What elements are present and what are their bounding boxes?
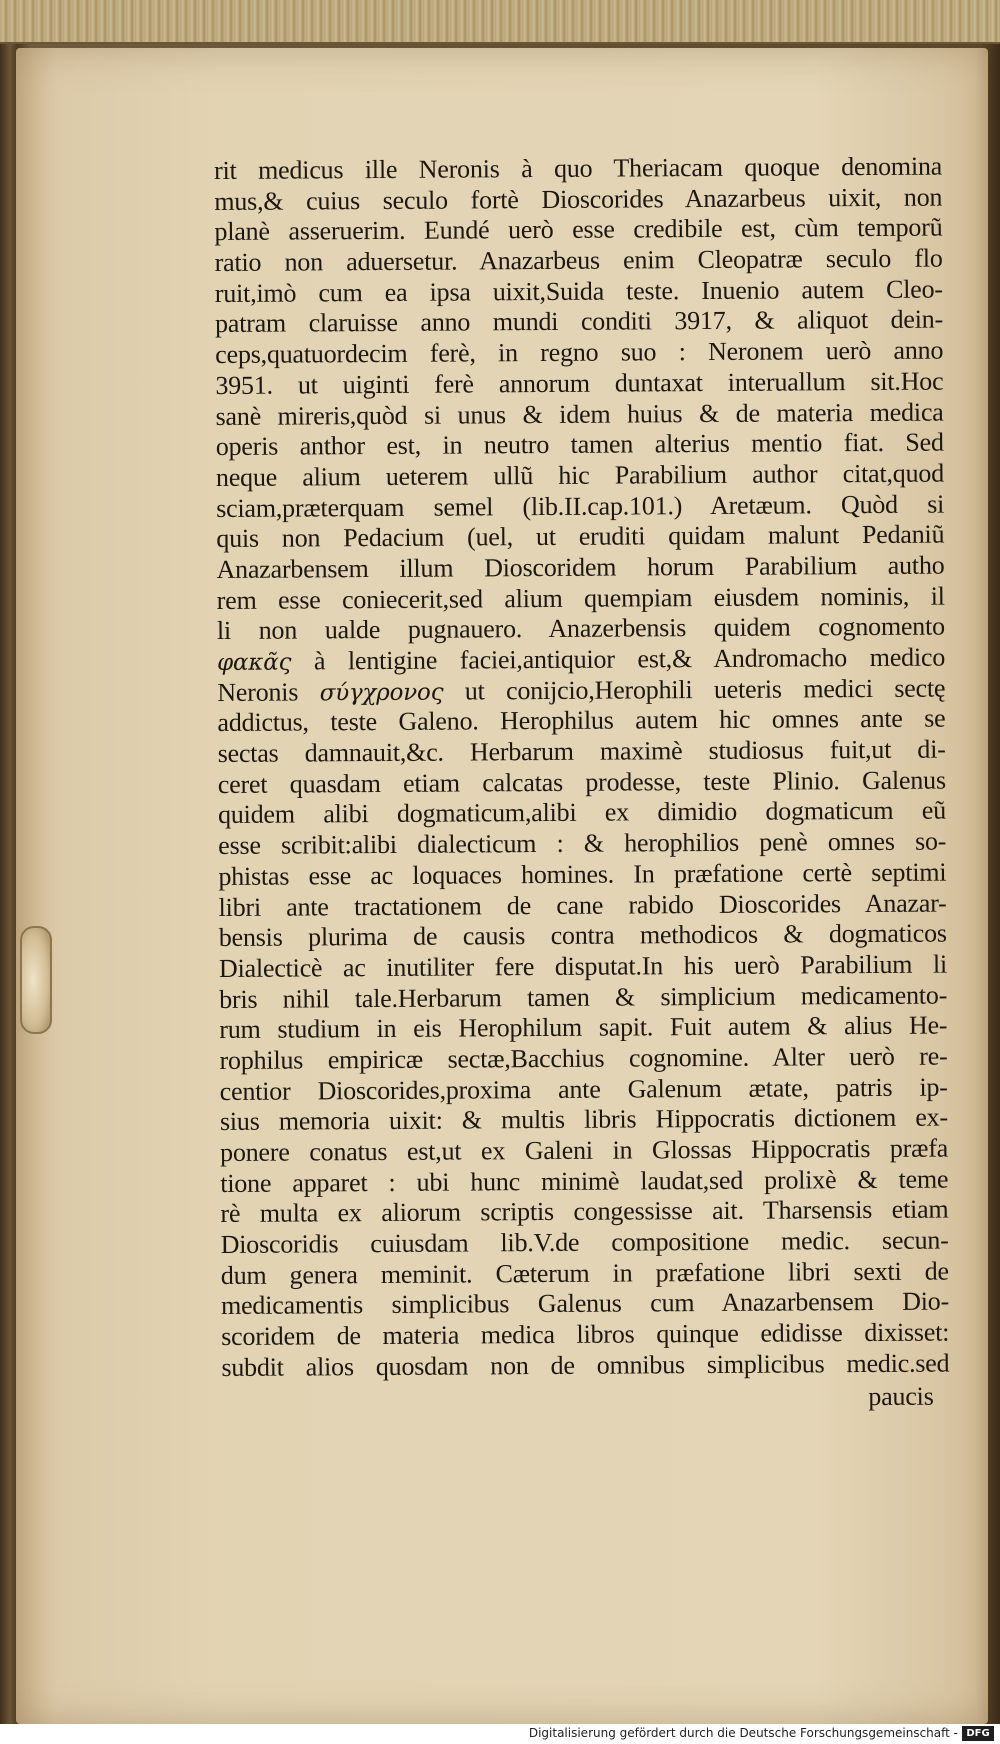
text-line: rit medicus ille Neronis à quo Theriacam quoque denomina xyxy=(214,151,943,185)
text-line: ceret quasdam etiam calcatas prodesse, teste Plinio. Galenus xyxy=(217,765,946,799)
text-line: ceps,quatuordecim ferè, in regno suo : Neronem uerò anno xyxy=(215,335,944,370)
book-binding-edge xyxy=(0,0,1000,44)
text-line: ratio non aduersetur. Anazarbeus enim Cleopatræ seculo flo xyxy=(214,243,943,278)
body-text xyxy=(214,152,950,1417)
text-line: dum genera meminit. Cæterum in præfatione libri sexti de xyxy=(220,1256,949,1290)
text-segment: ut conijcio,Herophili ueteris medici sectę xyxy=(443,673,946,706)
text-line: mus,& cuius seculo fortè Dioscorides Anazarbeus uixit, non xyxy=(214,182,943,216)
text-line: scoridem de materia medica libros quinque edidisse dixisset: xyxy=(221,1317,950,1352)
text-line: subdit alios quosdam non de omnibus simplicibus medic.sed xyxy=(221,1348,950,1382)
text-line: sius memoria uixit: & multis libris Hippocratis dictionem ex- xyxy=(219,1102,948,1137)
text-line: bris nihil tale.Herbarum tamen & simplicium medicamento- xyxy=(219,980,948,1014)
text-line: Dialecticè ac inutiliter fere disputat.In his uerò Parabilium li xyxy=(218,949,948,983)
text-line: quis non Pedacium (uel, ut eruditi quidam malunt Pedaniũ xyxy=(216,519,945,554)
text-line: rè multa ex aliorum scriptis congessisse ait. Tharsensis etiam xyxy=(220,1194,949,1229)
dfg-logo: DFG xyxy=(962,1726,994,1741)
text-line: 3951. ut uiginti ferè annorum duntaxat interuallum sit.Hoc xyxy=(215,366,944,400)
text-line: phistas esse ac loquaces homines. In præfatione certè septimi xyxy=(218,857,947,891)
text-segment: à lentigine faciei,antiquior est,& Andromacho medico xyxy=(291,642,946,676)
text-line: rophilus empiricæ sectæ,Bacchius cognomine. Alter uerò re- xyxy=(219,1041,948,1075)
text-line: Anazarbensem illum Dioscoridem horum Parabilium autho xyxy=(216,550,945,584)
text-line: quidem alibi dogmaticum,alibi ex dimidio dogmaticum eũ xyxy=(217,795,947,830)
text-line-with-greek xyxy=(217,673,945,708)
text-line: rem esse coniecerit,sed alium quempiam eiusdem nominis, il xyxy=(216,581,945,615)
text-line: li non ualde pugnauero. Anazerbensis quidem cognomento xyxy=(216,611,945,646)
text-line: sanè mireris,quòd si unus & idem huius & de materia medica xyxy=(215,397,944,431)
text-line: Dioscoridis cuiusdam lib.V.de compositione medic. secun- xyxy=(220,1225,949,1260)
text-line: bensis plurima de causis contra methodicos & dogmaticos xyxy=(218,918,947,953)
text-line: medicamentis simplicibus Galenus cum Anazarbensem Dio- xyxy=(220,1286,950,1321)
text-line: operis anthor est, in neutro tamen alterius mentio fiat. Sed xyxy=(215,427,944,462)
text-line: planè asseruerim. Eundé uerò esse credibile est, cùm temporũ xyxy=(214,212,943,247)
text-line: libri ante tractationem de cane rabido Dioscorides Anazar- xyxy=(218,888,947,922)
text-line: patram claruisse anno mundi conditi 3917, & aliquot dein- xyxy=(214,304,944,339)
text-line: sectas damnauit,&c. Herbarum maximè studiosus fuit,ut di- xyxy=(217,734,946,769)
text-line: tione apparet : ubi hunc minimè laudat,sed prolixè & teme xyxy=(220,1164,949,1198)
text-line: centior Dioscorides,proxima ante Galenum ætate, patris ip- xyxy=(219,1072,948,1106)
text-segment: Neronis xyxy=(217,677,320,707)
funding-credit: Digitalisierung gefördert durch die Deutsche Forschungsgemeinschaft - xyxy=(528,1726,958,1740)
text-line-with-greek xyxy=(217,643,945,678)
greek-word: φακᾶς xyxy=(217,649,292,676)
text-line: ruit,imò cum ea ipsa uixit,Suida teste. Inuenio autem Cleo- xyxy=(214,274,943,308)
greek-word: σύγχρονος xyxy=(319,679,444,707)
digitization-footer xyxy=(0,1724,1000,1744)
catchword: paucis xyxy=(868,1381,934,1411)
text-line: rum studium in eis Herophilum sapit. Fuit autem & alius He- xyxy=(219,1010,948,1045)
text-line: ponere conatus est,ut ex Galeni in Glossas Hippocratis præfa xyxy=(219,1133,949,1167)
text-line: addictus, teste Galeno. Herophilus autem hic omnes ante se xyxy=(217,703,946,738)
book-clasp xyxy=(20,926,52,1034)
text-line: esse scribit:alibi dialecticum : & herophilios penè omnes so- xyxy=(218,826,947,861)
text-line: sciam,præterquam semel (lib.II.cap.101.) Aretæum. Quòd si xyxy=(216,489,945,523)
text-line: neque alium ueterem ullũ hic Parabilium author citat,quod xyxy=(215,458,945,492)
